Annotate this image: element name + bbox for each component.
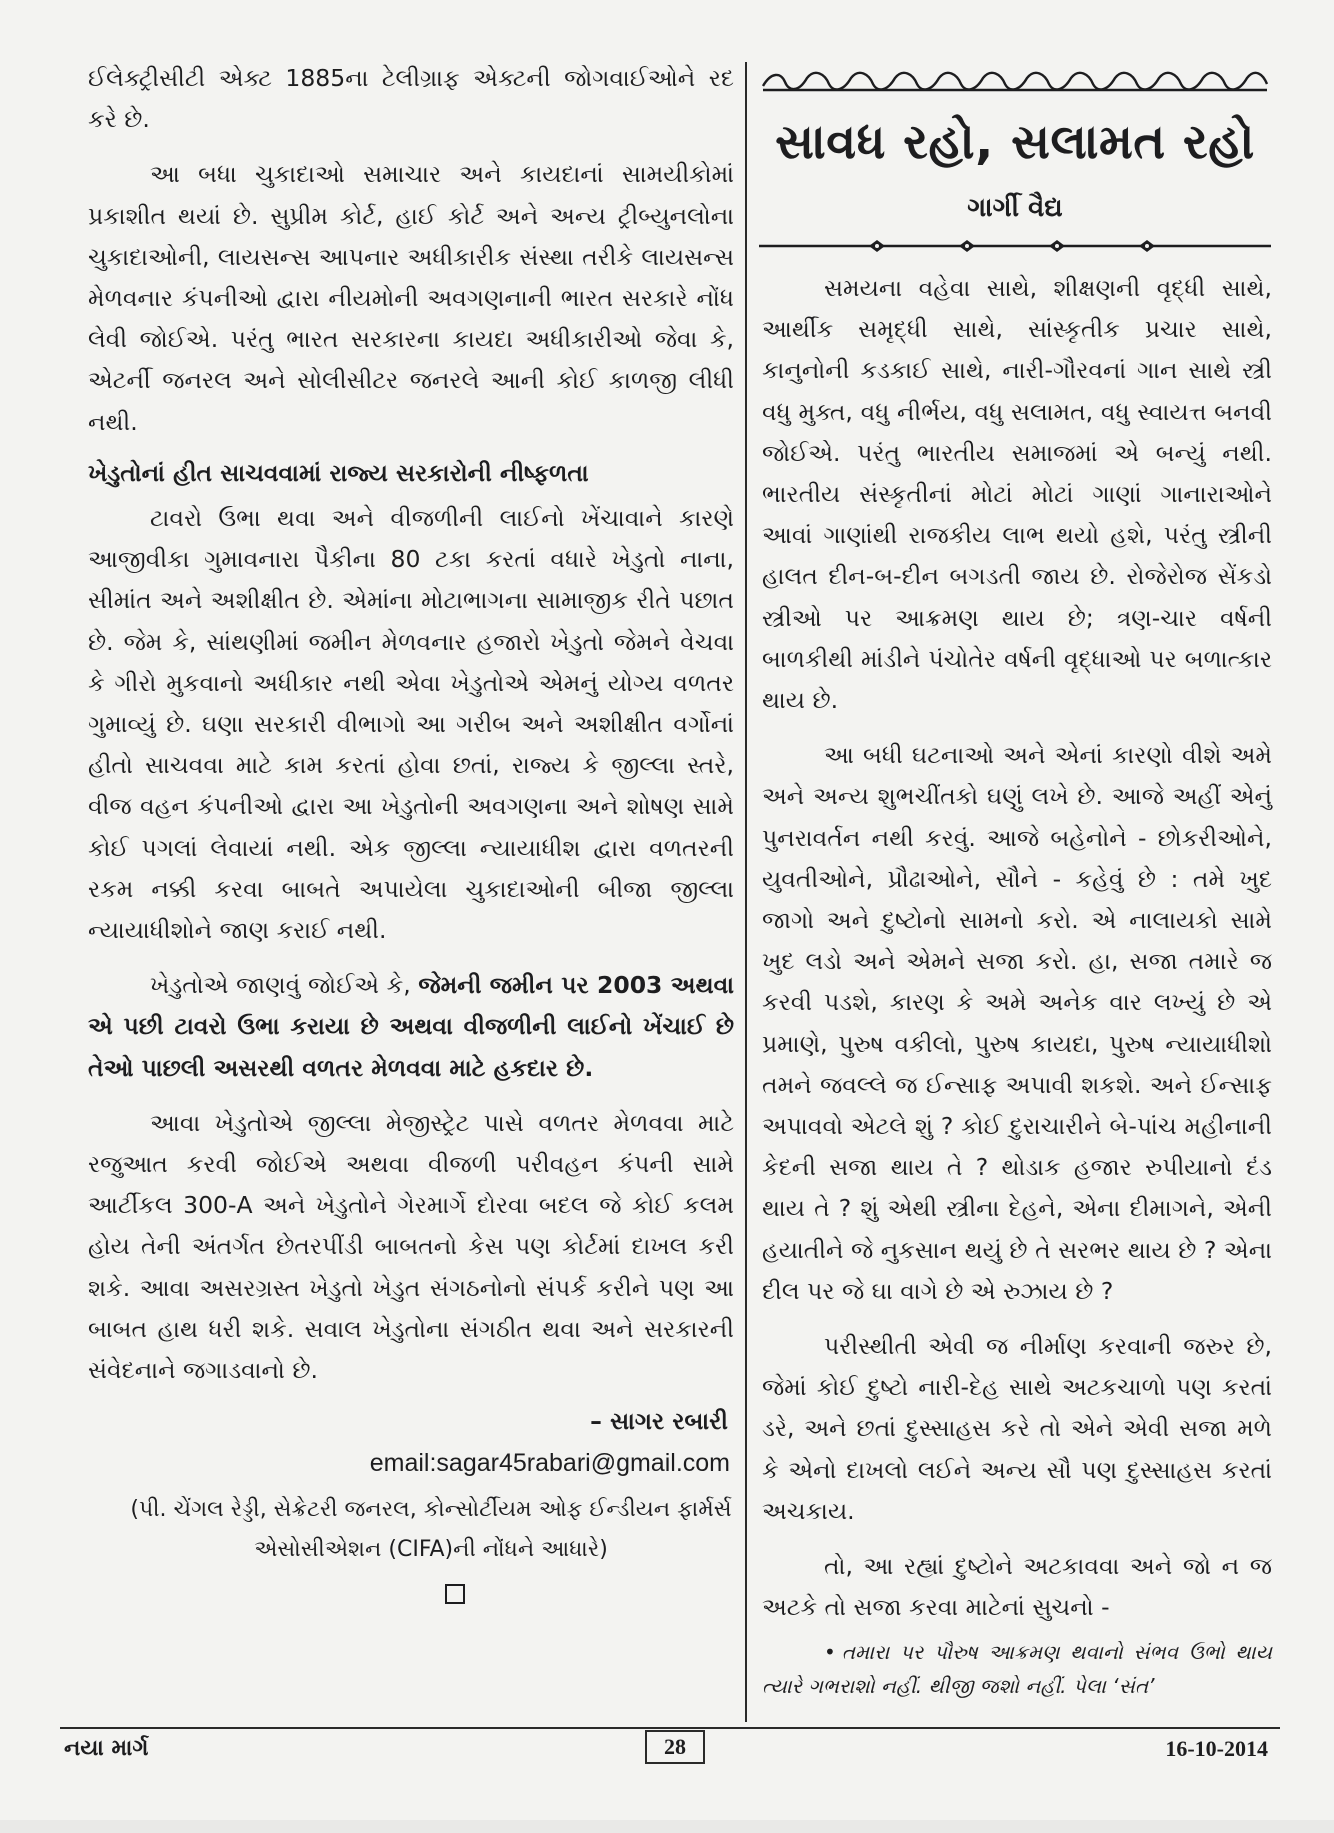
right-column <box>762 268 1272 1703</box>
paragraph-rights <box>88 965 734 1089</box>
bullet-item <box>762 1635 1272 1703</box>
section-subheading: ખેડુતોનાં હીત સાચવવામાં રાજ્ય સરકારોની નીષ્ફળતા <box>88 458 589 487</box>
paragraph-3: પરીસ્થીતી એવી જ નીર્માણ કરવાની જરુર છે, જેમાં કોઈ દુષ્ટો નારી-દેહ સાથે અટકચાળો પણ કરતાં ડરે, અને છતાં દુસ્સાહસ કરે તો એને એવી સજા મળે કે એનો દાખલો લઈને અન્ય સૌ પણ દુસ્સાહસ કરતાં અચકાય. <box>762 1332 1272 1525</box>
bullet-text: તમારા પર પૌરુષ આક્રમણ થવાનો સંભવ ઉભો થાય ત્યારે ગભરાશો નહીં. થીજી જશો નહીં. પેલા ‘સંત’ <box>762 1639 1272 1698</box>
paragraph-4: તો, આ રહ્યાં દુષ્ટોને અટકાવવા અને જો ન જ અટકે તો સજા કરવા માટેનાં સુચનો - <box>762 1552 1272 1622</box>
column-divider <box>745 62 747 1722</box>
page-number: 28 <box>645 1730 705 1764</box>
source-note: (પી. ચેંગલ રેડ્ડી, સેક્રેટરી જનરલ, કોન્સોર્ટીયમ ઓફ ઈન્ડીયન ફાર્મર્સ એસોસીએશન (CIFA)ની નોંધને આધારે) <box>130 1496 732 1562</box>
paragraph-continued: ઈલેક્ટ્રીસીટી એક્ટ 1885ના ટેલીગ્રાફ એક્ટની જોગવાઈઓને રદ કરે છે. <box>88 64 734 134</box>
author-signature: – સાગર રબારી <box>590 1407 728 1436</box>
magazine-name: નયા માર્ગ <box>64 1736 149 1761</box>
paragraph-judgments: આ બધા ચુકાદાઓ સમાચાર અને કાયદાનાં સામયીકોમાં પ્રકાશીત થયાં છે. સુપ્રીમ કોર્ટ, હાઈ કોર્ટ અને અન્ય ટ્રીબ્યુનલોના ચુકાદાઓની, લાયસન્સ આપનાર અધીકારીક સંસ્થા તરીકે લાયસન્સ મેળવનાર કંપનીઓ દ્વારા નીયમોની અવગણનાની ભારત સરકારે નોંધ લેવી જોઈએ. પરંતુ ભારત સરકારના કાયદા અધીકારીઓ જેવા કે, એટર્ની જનરલ અને સોલીસીટર જનરલે આની કોઈ કાળજી લીધી નથી. <box>88 160 734 436</box>
issue-date: 16-10-2014 <box>1165 1736 1268 1761</box>
end-square-icon <box>445 1584 465 1604</box>
footer-rule <box>60 1727 1280 1729</box>
paragraph-towers: ટાવરો ઉભા થવા અને વીજળીની લાઈનો ખેંચાવાને કારણે આજીવીકા ગુમાવનારા પૈકીના 80 ટકા કરતાં વધારે ખેડુતો નાના, સીમાંત અને અશીક્ષીત છે. એમાંના મોટાભાગના સામાજીક રીતે પછાત છે. જેમ કે, સાંથણીમાં જમીન મેળવનાર હજારો ખેડુતો જેમને વેચવા કે ગીરો મુકવાનો અધીકાર નથી એવા ખેડુતોએ એમનું યોગ્ય વળતર ગુમાવ્યું છે. ઘણા સરકારી વીભાગો આ ગરીબ અને અશીક્ષીત વર્ગોનાં હીતો સાચવવા માટે કામ કરતાં હોવા છતાં, રાજ્ય કે જીલ્લા સ્તરે, વીજ વહન કંપનીઓ દ્વારા આ ખેડુતોની અવગણના અને શોષણ સામે કોઈ પગલાં લેવાયાં નથી. એક જીલ્લા ન્યાયાધીશ દ્વારા વળતરની રકમ નક્કી કરવા બાબતે અપાયેલા ચુકાદાઓની બીજા જીલ્લા ન્યાયાધીશોને જાણ કરાઈ નથી. <box>88 504 734 945</box>
rights-intro: ખેડુતોએ જાણવું જોઈએ કે, <box>150 971 419 1000</box>
article-author: ગાર્ગી વૈદ્ય <box>967 193 1063 223</box>
paragraph-2: આ બધી ઘટનાઓ અને એનાં કારણો વીશે અમે અને અન્ય શુભચીંતકો ઘણું લખે છે. આજે અહીં એનું પુનરાવર્તન નથી કરવું. આજે બહેનોને - છોકરીઓને, યુવતીઓને, પ્રૌઢાઓને, સૌને - કહેવું છે : તમે ખુદ જાગો અને દુષ્ટોનો સામનો કરો. એ નાલાયકો સામે ખુદ લડો અને એમને સજા કરો. હા, સજા તમારે જ કરવી પડશે, કારણ કે અમે અનેક વાર લખ્યું છે એ પ્રમાણે, પુરુષ વકીલો, પુરુષ કાયદા, પુરુષ ન્યાયાધીશો તમને જવલ્લે જ ઈન્સાફ અપાવી શકશે. અને ઈન્સાફ અપાવવો એટલે શું ? કોઈ દુરાચારીને બે-પાંચ મહીનાની કેદની સજા થાય તે ? થોડાક હજાર રુપીયાનો દંડ થાય તે ? શું એથી સ્ત્રીના દેહને, એના દીમાગને, એની હયાતીને જે નુકસાન થયું છે તે સરભર થાય છે ? એના દીલ પર જે ઘા વાગે છે એ રુઝાય છે ? <box>762 741 1272 1305</box>
left-column <box>88 58 734 1604</box>
ornament-divider-icon <box>759 236 1271 256</box>
bullet-icon: • <box>824 1639 836 1664</box>
author-email[interactable]: email:sagar45rabari@gmail.com <box>369 1448 730 1477</box>
paragraph-1: સમયના વહેવા સાથે, શીક્ષણની વૃદ્ધી સાથે, આર્થીક સમૃદ્ધી સાથે, સાંસ્કૃતીક પ્રચાર સાથે, કાનુનોની કડકાઈ સાથે, નારી-ગૌરવનાં ગાન સાથે સ્ત્રી વધુ મુક્ત, વધુ નીર્ભય, વધુ સલામત, વધુ સ્વાયત્ત બનવી જોઈએ. પરંતુ ભારતીય સમાજમાં એ બન્યું નથી. ભારતીય સંસ્કૃતીનાં મોટાં મોટાં ગાણાં ગાનારાઓને આવાં ગાણાંથી રાજકીય લાભ થયો હશે, પરંતુ સ્ત્રીની હાલત દીન-બ-દીન બગડતી જાય છે. રોજેરોજ સેંકડો સ્ત્રીઓ પર આક્રમણ થાય છે; ત્રણ-ચાર વર્ષની બાળકીથી માંડીને પંચોતેર વર્ષની વૃદ્ધાઓ પર બળાત્કાર થાય છે. <box>762 274 1272 715</box>
ornament-border-icon <box>759 70 1271 94</box>
rights-bold: જેમની જમીન પર 2003 અથવા એ પછી ટાવરો ઉભા કરાયા છે અથવા વીજળીની લાઈનો ખેંચાઈ છે તેઓ પાછલી અસરથી વળતર મેળવવા માટે હકદાર છે. <box>88 971 734 1082</box>
article-title: સાવધ રહો, સલામત રહો <box>775 114 1255 170</box>
paragraph-action: આવા ખેડુતોએ જીલ્લા મેજીસ્ટ્રેટ પાસે વળતર મેળવવા માટે રજુઆત કરવી જોઈએ અથવા વીજળી પરીવહન કંપની સામે આર્ટીકલ 300-A અને ખેડુતોને ગેરમાર્ગે દોરવા બદલ જે કોઈ કલમ હોય તેની અંતર્ગત છેતરપીંડી બાબતનો કેસ પણ કોર્ટમાં દાખલ કરી શકે. આવા અસરગ્રસ્ત ખેડુતો ખેડુત સંગઠનોનો સંપર્ક કરીને પણ આ બાબત હાથ ધરી શકે. સવાલ ખેડુતોના સંગઠીત થવા અને સરકારની સંવેદનાને જગાડવાનો છે. <box>88 1108 734 1385</box>
